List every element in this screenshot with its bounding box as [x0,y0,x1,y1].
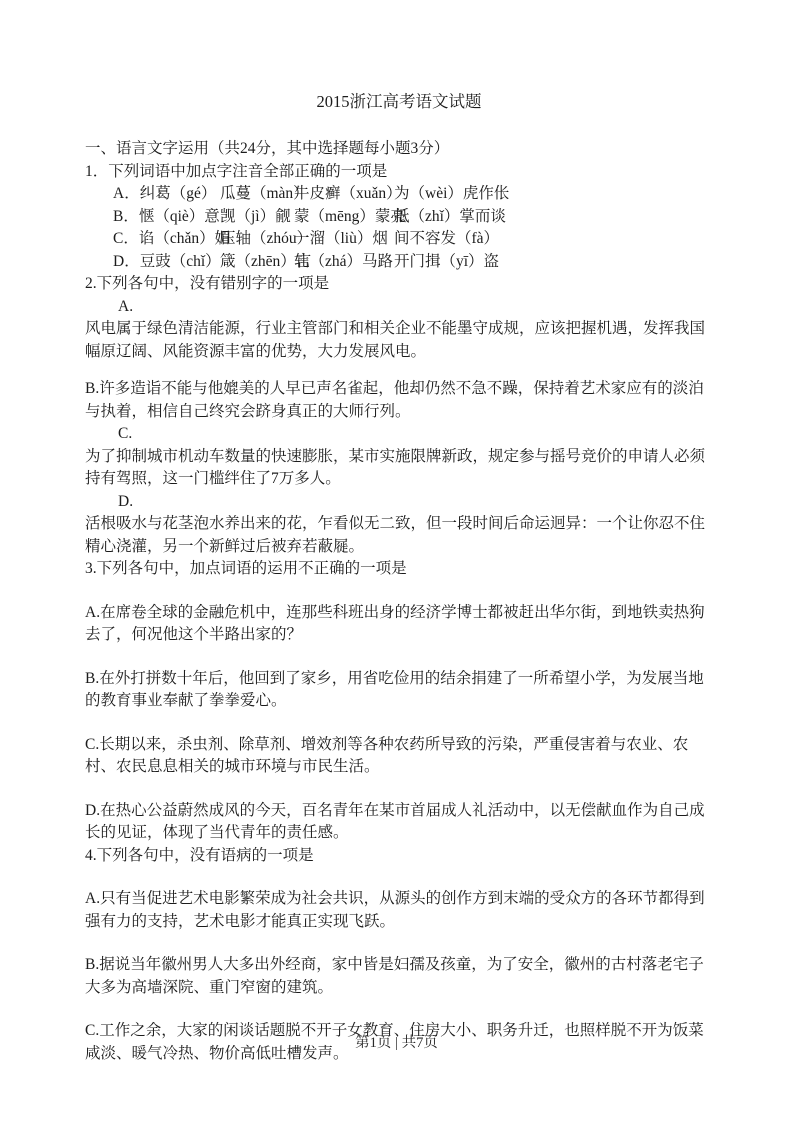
q1-option-d-word-4: 开门揖（yī）盗 [394,252,500,270]
q1-option-a [85,183,713,206]
q2-option-d-text: 活根吸水与花茎泡水养出来的花，乍看似无二致，但一段时间后命运迥异：一个让你忍不住精心浇灌，另一个新鲜过后被弃若蔽屣。 [85,515,706,555]
q1-option-d-word-2: 箴（zhēn）言 [220,252,312,270]
q2-stem: 2.下列各句中，没有错别字的一项是 [85,275,330,292]
q4-option-b: B.据说当年徽州男人大多出外经商，家中皆是妇孺及孩童，为了安全，徽州的古村落老宅子大多为高墙深院、重门窄窗的建筑。 [85,956,704,996]
q1-option-c-word-1: C．谄（chǎn）媚 [113,230,231,247]
q2-option-d-letter: D. [118,492,134,510]
q3-option-b: B.在外打拼数十年后，他回到了家乡，用省吃俭用的结余捐建了一所希望小学，为发展当地的教育事业奉献了拳拳爱心。 [85,669,704,709]
section-heading: 一、语言文字运用（共24分，其中选择题每小题3分） [85,140,450,157]
q4-stem: 4.下列各句中，没有语病的一项是 [85,846,314,864]
q1-option-b [85,206,713,229]
q1-option-c-word-3: 一溜（liù）烟 [294,230,388,247]
q2-option-a-letter: A. [118,297,134,315]
q3-stem: 3.下列各句中，加点词语的运用不正确的一项是 [85,560,407,577]
q1-option-c-word-2: 压轴（zhóu） [220,230,313,247]
q1-option-c [85,228,713,251]
q4-option-c: C.工作之余，大家的闲谈话题脱不开子女教育、住房大小、职务升迁，也照样脱不开为饭菜咸淡、暖气冷热、物价高低吐槽发声。 [85,1022,704,1062]
q3-option-c: C.长期以来，杀虫剂、除草剂、增效剂等各种农药所导致的污染，严重侵害着与农业、农村、农民息息相关的城市环境与市民生活。 [85,735,689,775]
q2-option-a-text: 风电属于绿色清洁能源，行业主管部门和相关企业不能墨守成规，应该把握机遇，发挥我国幅原辽阔、风能资源丰富的优势，大力发展风电。 [85,320,706,360]
q1-option-b-word-2: 觊（jì）觎 [220,207,291,225]
q1-option-d [85,251,713,274]
q1-option-d-word-3: 轧（zhá）马路 [294,252,394,270]
q1-option-a-word-3: 牛皮癣（xuǎn） [294,185,402,202]
q2-option-c-text: 为了抑制城市机动车数量的快速膨胀，某市实施限牌新政，规定参与摇号竞价的申请人必须持有驾照，这一门槛绊住了7万多人。 [85,447,706,487]
q4-option-a: A.只有当促进艺术电影繁荣成为社会共识，从源头的创作方到末端的受众方的各环节都得到强有力的支持，艺术电影才能真正实现飞跃。 [85,890,705,930]
q1-option-a-word-2: 瓜蔓（màn） [220,185,309,202]
q3-option-a: A.在席卷全球的金融危机中，连那些科班出身的经济学博士都被赶出华尔街，到地铁卖热狗去了，何况他这个半路出家的？ [85,603,705,643]
q1-option-c-word-4: 间不容发（fà） [394,230,500,247]
q1-option-a-word-4: 为（wèi）虎作伥 [394,185,510,202]
document-title: 2015浙江高考语文试题 [316,92,482,111]
q2-option-b-text: B.许多造诣不能与他媲美的人早已声名雀起，他却仍然不急不躁，保持着艺术家应有的淡泊与执着，相信自己终究会跻身真正的大师行列。 [85,380,704,420]
q1-option-b-word-3: 蒙（mēng）蒙亮 [294,207,406,225]
q3-option-d: D.在热心公益蔚然成风的今天，百名青年在某市首届成人礼活动中，以无偿献血作为自己成长的见证，体现了当代青年的责任感。 [85,801,705,841]
page-number-indicator: 第1页 | 共7页 [355,1035,438,1051]
q1-stem: 1．下列词语中加点字注音全部正确的一项是 [85,162,388,180]
q1-option-a-word-1: A．纠葛（gé） [113,185,217,202]
q1-option-b-word-1: B．惬（qiè）意 [113,207,220,225]
q2-option-c-letter: C. [118,425,133,442]
q1-option-b-word-4: 抵（zhǐ）掌而谈 [394,207,506,225]
q1-option-d-word-1: D．豆豉（chǐ） [113,252,221,270]
